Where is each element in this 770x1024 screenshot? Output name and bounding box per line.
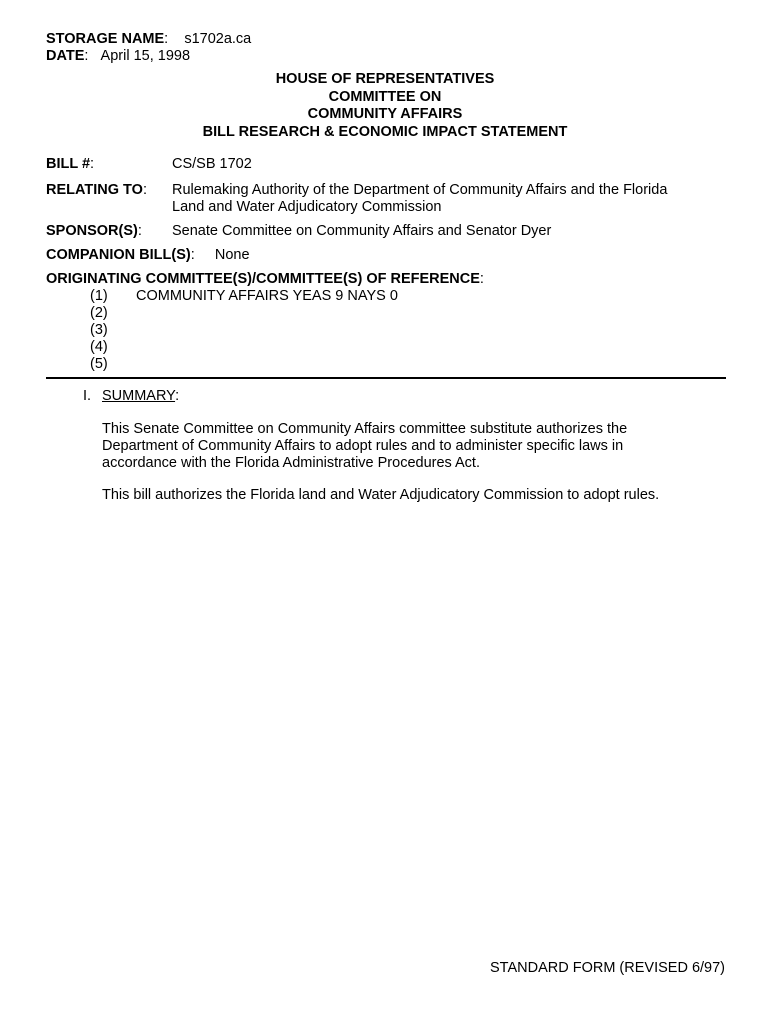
companion-label: COMPANION BILL(S) bbox=[46, 247, 191, 263]
summary-heading: SUMMARY bbox=[102, 388, 176, 404]
committee-num: (2) bbox=[90, 305, 108, 321]
committee-text: COMMUNITY AFFAIRS YEAS 9 NAYS 0 bbox=[136, 288, 398, 304]
title-line: COMMITTEE ON bbox=[328, 88, 442, 105]
committee-num: (5) bbox=[90, 356, 108, 372]
summary-para1-line2: Department of Community Affairs to adopt rules and to administer specific laws in bbox=[102, 438, 624, 454]
sponsor-label: SPONSOR(S) bbox=[46, 223, 138, 239]
committees-label: ORIGINATING COMMITTEE(S)/COMMITTEE(S) OF REFERENCE bbox=[46, 271, 480, 287]
storage-name-label: STORAGE NAME bbox=[46, 31, 165, 47]
date-line: DATE: April 15, 1998 bbox=[46, 48, 191, 64]
date-label: DATE bbox=[46, 48, 85, 64]
companion-line: COMPANION BILL(S): None bbox=[46, 247, 250, 263]
section-divider bbox=[46, 377, 726, 379]
committee-num: (1) bbox=[90, 288, 108, 304]
summary-heading-wrap: SUMMARY: bbox=[102, 388, 180, 404]
document-title bbox=[0, 71, 770, 141]
committee-num: (4) bbox=[90, 339, 108, 355]
summary-para1-line3: accordance with the Florida Administrative Procedures Act. bbox=[102, 455, 480, 471]
summary-para1-line1: This Senate Committee on Community Affairs committee substitute authorizes the bbox=[102, 421, 628, 437]
summary-para2: This bill authorizes the Florida land and Water Adjudicatory Commission to adopt rules. bbox=[102, 487, 660, 503]
bill-label-wrap: BILL #: bbox=[46, 156, 95, 172]
committees-heading: ORIGINATING COMMITTEE(S)/COMMITTEE(S) OF REFERENCE: bbox=[46, 271, 484, 287]
sponsor-label-wrap: SPONSOR(S): bbox=[46, 223, 142, 239]
relating-label-wrap: RELATING TO: bbox=[46, 182, 147, 198]
title-line: HOUSE OF REPRESENTATIVES bbox=[275, 71, 495, 87]
companion-value: None bbox=[214, 247, 250, 263]
relating-label: RELATING TO bbox=[46, 182, 143, 198]
footer-form-label: STANDARD FORM (REVISED 6/97) bbox=[490, 960, 725, 976]
sponsor-value: Senate Committee on Community Affairs and Senator Dyer bbox=[172, 223, 552, 239]
committee-num: (3) bbox=[90, 322, 108, 338]
summary-numeral: I. bbox=[83, 388, 92, 404]
title-line: BILL RESEARCH & ECONOMIC IMPACT STATEMENT bbox=[202, 123, 568, 140]
title-line: COMMUNITY AFFAIRS bbox=[307, 106, 463, 122]
relating-line-2: Land and Water Adjudicatory Commission bbox=[172, 199, 442, 215]
storage-name-line: STORAGE NAME: s1702a.ca bbox=[46, 31, 252, 47]
relating-line-1: Rulemaking Authority of the Department of Community Affairs and the Florida bbox=[172, 182, 668, 198]
date-value: April 15, 1998 bbox=[100, 48, 191, 64]
bill-label: BILL # bbox=[46, 156, 91, 172]
bill-value: CS/SB 1702 bbox=[172, 156, 252, 172]
storage-name-value: s1702a.ca bbox=[184, 31, 252, 47]
